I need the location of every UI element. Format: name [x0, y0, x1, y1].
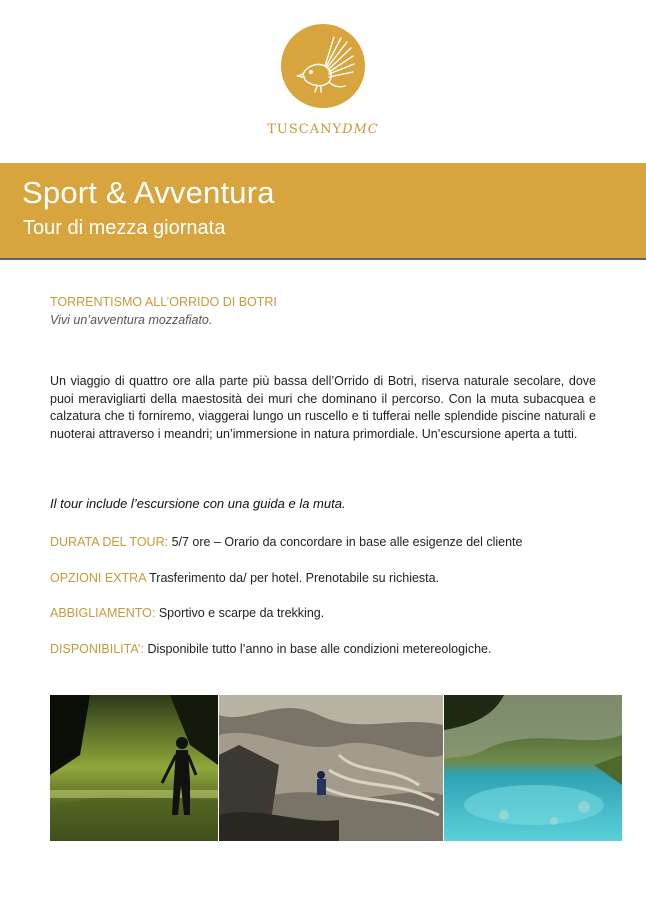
section-heading: TORRENTISMO ALL’ORRIDO DI BOTRI — [50, 295, 277, 309]
brand-name-main: TUSCANY — [267, 122, 343, 137]
detail-clothing — [50, 606, 324, 620]
page-subtitle: Tour di mezza giornata — [23, 217, 226, 239]
detail-availability — [50, 642, 491, 656]
section-intro — [50, 294, 596, 328]
bird-logo-icon — [281, 24, 365, 108]
brand-logo — [0, 24, 646, 137]
detail-value: Disponibile tutto l’anno in base alle condizioni metereologiche. — [144, 642, 492, 656]
section-tagline: Vivi un’avventura mozzafiato. — [50, 313, 213, 327]
include-note: Il tour include l’escursione con una guida e la muta. — [50, 496, 346, 511]
detail-value: Trasferimento da/ per hotel. Prenotabile su richiesta. — [145, 571, 440, 585]
detail-duration — [50, 535, 522, 549]
detail-value: Sportivo e scarpe da trekking. — [155, 606, 325, 620]
photo-canyon-rocks — [219, 695, 443, 841]
photo-turquoise-pool — [444, 695, 622, 841]
photo-canyon-walker — [50, 695, 218, 841]
detail-label: ABBIGLIAMENTO: — [50, 606, 156, 620]
photo-strip — [50, 695, 622, 841]
title-banner — [0, 163, 646, 260]
tour-description: Un viaggio di quattro ore alla parte più bassa dell’Orrido di Botri, riserva naturale secolare, dove puoi meravigliarti della maestosità dei muri che dominano il percorso. Con la muta subacquea e calzatura che ti forniremo, viaggerai lungo un ruscello e ti tufferai nelle splendide piscine naturali e nuoterai attraverso i meandri; un’immersione in natura primordiale. Un’escursione aperta a tutti. — [50, 374, 596, 441]
detail-label: DURATA DEL TOUR: — [50, 535, 169, 549]
brand-name-suffix: DMC — [342, 122, 379, 137]
page-title: Sport & Avventura — [22, 175, 275, 210]
detail-value: 5/7 ore – Orario da concordare in base alle esigenze del cliente — [168, 535, 523, 549]
detail-label: DISPONIBILITA’: — [50, 642, 145, 656]
detail-extra-options — [50, 571, 439, 585]
brand-name — [0, 122, 646, 137]
detail-label: OPZIONI EXTRA — [50, 571, 146, 585]
